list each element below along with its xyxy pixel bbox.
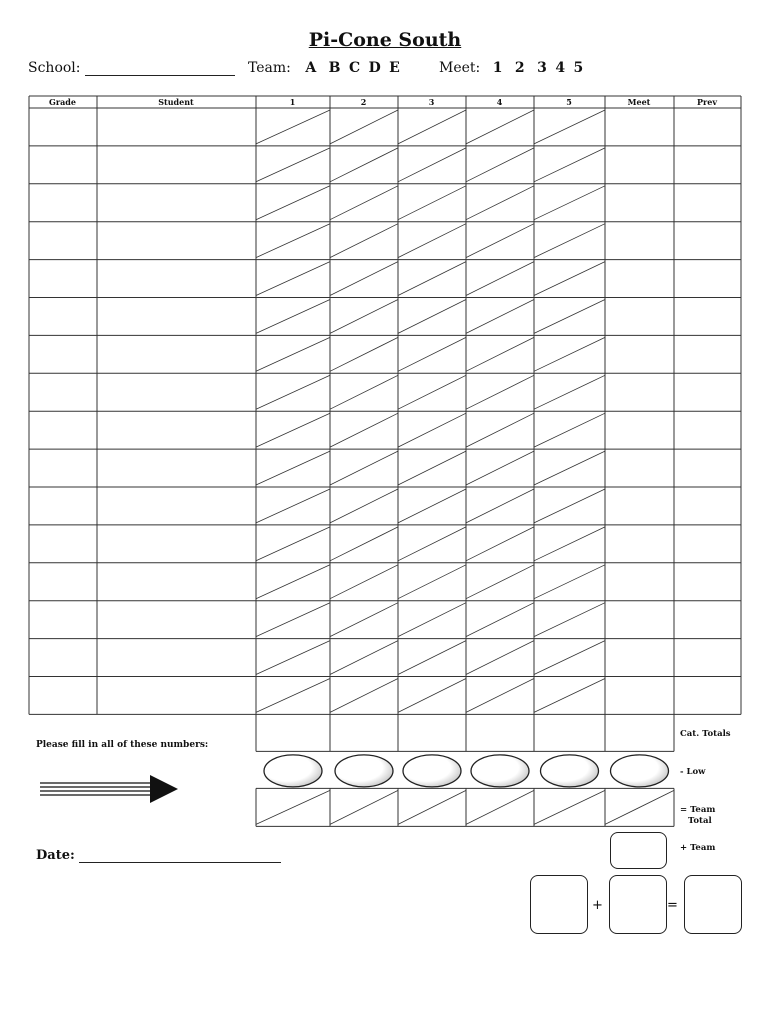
low-score-oval[interactable] <box>471 755 529 787</box>
score-cell-diagonal <box>330 679 398 713</box>
score-cell-diagonal <box>330 451 398 485</box>
score-cell-diagonal <box>256 262 330 296</box>
equals-sign: = <box>667 898 678 913</box>
score-cell-diagonal <box>398 679 466 713</box>
date-field[interactable] <box>36 848 281 863</box>
score-cell-diagonal <box>398 565 466 599</box>
score-cell-diagonal <box>330 148 398 182</box>
team-total-label-line1: = Team <box>680 805 716 815</box>
meet-option-3[interactable]: 3 <box>537 60 547 76</box>
score-cell-diagonal <box>398 262 466 296</box>
col-header-4: 4 <box>496 97 503 107</box>
score-cell-diagonal <box>466 489 534 523</box>
score-cell-diagonal <box>256 224 330 258</box>
score-cell-diagonal <box>398 186 466 220</box>
col-header-prev: Prev <box>697 97 717 107</box>
score-cell-diagonal <box>256 148 330 182</box>
col-header-meet: Meet <box>627 97 651 107</box>
score-cell-diagonal <box>330 337 398 371</box>
score-cell-diagonal <box>330 300 398 334</box>
score-cell-diagonal <box>256 527 330 561</box>
score-cell-diagonal <box>398 224 466 258</box>
score-cell-diagonal <box>466 375 534 409</box>
score-cell-diagonal <box>534 451 605 485</box>
score-cell-diagonal <box>534 186 605 220</box>
score-cell-diagonal <box>534 262 605 296</box>
score-cell-diagonal <box>398 451 466 485</box>
score-cell-diagonal <box>330 565 398 599</box>
score-cell-diagonal <box>330 603 398 637</box>
score-cell-diagonal <box>256 110 330 144</box>
score-cell-diagonal <box>534 413 605 447</box>
score-cell-diagonal <box>330 186 398 220</box>
score-cell-diagonal <box>398 413 466 447</box>
team-total-diagonal <box>330 790 398 824</box>
score-cell-diagonal <box>466 300 534 334</box>
team-total-diagonal <box>605 790 674 824</box>
score-cell-diagonal <box>330 641 398 675</box>
score-cell-diagonal <box>330 413 398 447</box>
equation-box-2[interactable] <box>609 875 667 934</box>
score-cell-diagonal <box>256 641 330 675</box>
score-cell-diagonal <box>398 300 466 334</box>
col-header-student: Student <box>158 97 194 107</box>
score-cell-diagonal <box>398 603 466 637</box>
low-label: - Low <box>680 767 706 777</box>
col-header-1: 1 <box>289 97 296 107</box>
score-cell-diagonal <box>534 641 605 675</box>
score-cell-diagonal <box>330 224 398 258</box>
team-label: Team: <box>248 60 291 76</box>
score-cell-diagonal <box>398 148 466 182</box>
score-cell-diagonal <box>466 641 534 675</box>
score-cell-diagonal <box>256 186 330 220</box>
meet-label: Meet: <box>439 60 481 76</box>
team-total-diagonal <box>398 790 466 824</box>
right-arrow-icon <box>40 775 178 803</box>
col-header-3: 3 <box>428 97 435 107</box>
meet-option-2[interactable]: 2 <box>514 60 525 76</box>
low-score-oval[interactable] <box>335 755 393 787</box>
score-cell-diagonal <box>534 565 605 599</box>
score-cell-diagonal <box>256 451 330 485</box>
score-cell-diagonal <box>466 527 534 561</box>
score-cell-diagonal <box>534 110 605 144</box>
team-total-diagonal <box>534 790 605 824</box>
plus-team-label: + Team <box>680 843 716 853</box>
score-cell-diagonal <box>466 110 534 144</box>
school-label: School: <box>28 60 81 76</box>
team-total-label <box>680 805 715 827</box>
score-cell-diagonal <box>534 148 605 182</box>
score-cell-diagonal <box>256 603 330 637</box>
cat-totals-label: Cat. Totals <box>680 729 731 739</box>
meet-option-4[interactable]: 4 <box>555 60 566 76</box>
score-cell-diagonal <box>466 451 534 485</box>
col-header-grade: Grade <box>49 97 76 107</box>
low-score-oval[interactable] <box>611 755 669 787</box>
score-cell-diagonal <box>330 527 398 561</box>
score-cell-diagonal <box>534 300 605 334</box>
date-blank[interactable] <box>79 849 281 863</box>
low-score-oval[interactable] <box>541 755 599 787</box>
score-cell-diagonal <box>466 337 534 371</box>
score-cell-diagonal <box>256 413 330 447</box>
score-cell-diagonal <box>534 375 605 409</box>
score-cell-diagonal <box>256 489 330 523</box>
score-cell-diagonal <box>466 565 534 599</box>
col-header-2: 2 <box>360 97 367 107</box>
fill-in-note: Please fill in all of these numbers: <box>36 740 209 750</box>
score-cell-diagonal <box>534 489 605 523</box>
plus-team-box[interactable] <box>610 832 667 869</box>
score-cell-diagonal <box>256 300 330 334</box>
score-cell-diagonal <box>330 489 398 523</box>
score-cell-diagonal <box>534 337 605 371</box>
score-cell-diagonal <box>330 110 398 144</box>
score-cell-diagonal <box>466 603 534 637</box>
team-option-a[interactable]: A <box>305 60 317 76</box>
score-cell-diagonal <box>534 527 605 561</box>
team-option-b[interactable]: B <box>328 60 341 76</box>
page-title: Pi-Cone South <box>308 29 462 51</box>
meet-option-1[interactable]: 1 <box>492 60 503 76</box>
score-cell-diagonal <box>466 679 534 713</box>
team-total-diagonal <box>256 790 330 824</box>
score-cell-diagonal <box>466 148 534 182</box>
score-cell-diagonal <box>466 413 534 447</box>
team-option-e[interactable]: E <box>389 60 400 76</box>
team-total-diagonal <box>466 790 534 824</box>
score-cell-diagonal <box>256 337 330 371</box>
score-cell-diagonal <box>256 375 330 409</box>
meet-option-5[interactable]: 5 <box>573 60 584 76</box>
score-cell-diagonal <box>398 641 466 675</box>
team-option-c[interactable]: C <box>348 60 361 76</box>
score-cell-diagonal <box>398 375 466 409</box>
score-cell-diagonal <box>398 110 466 144</box>
score-cell-diagonal <box>534 679 605 713</box>
score-cell-diagonal <box>534 603 605 637</box>
score-cell-diagonal <box>256 679 330 713</box>
score-cell-diagonal <box>398 489 466 523</box>
score-cell-diagonal <box>330 262 398 296</box>
low-score-oval[interactable] <box>264 755 322 787</box>
team-option-d[interactable]: D <box>368 60 381 76</box>
plus-sign: + <box>592 898 603 913</box>
equation-box-result[interactable] <box>684 875 742 934</box>
score-cell-diagonal <box>398 527 466 561</box>
team-total-label-line2: Total <box>688 816 712 826</box>
equation-box-1[interactable] <box>530 875 588 934</box>
col-header-5: 5 <box>566 97 572 107</box>
score-cell-diagonal <box>398 337 466 371</box>
score-cell-diagonal <box>330 375 398 409</box>
score-cell-diagonal <box>256 565 330 599</box>
score-cell-diagonal <box>466 262 534 296</box>
date-label: Date: <box>36 848 75 863</box>
score-cell-diagonal <box>466 224 534 258</box>
score-cell-diagonal <box>534 224 605 258</box>
low-score-oval[interactable] <box>403 755 461 787</box>
score-cell-diagonal <box>466 186 534 220</box>
